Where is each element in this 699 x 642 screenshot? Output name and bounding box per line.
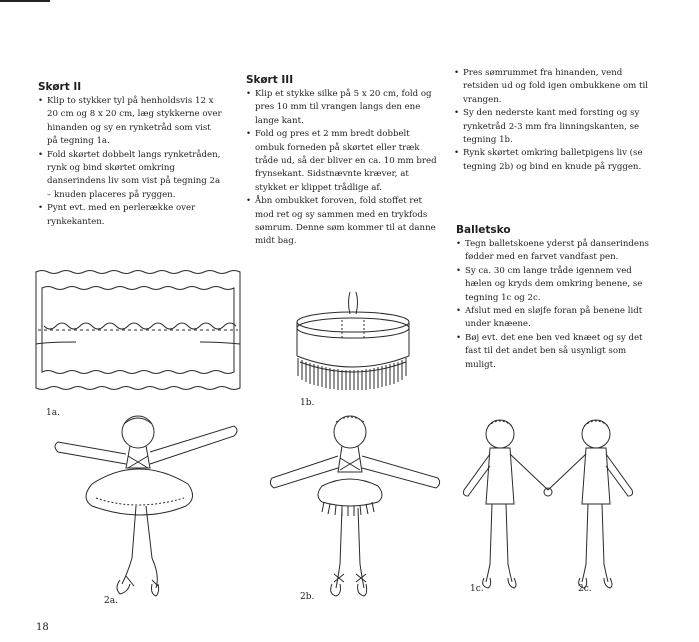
instruction-item: • Tegn balletskoene yderst på danserindens fødder med en farvet vandfast pen. xyxy=(456,238,652,265)
instruction-item: • Fold skørtet dobbelt langs rynketråden, rynk og bind skørtet omkring danserindens liv som vist på tegning 2a – knuden placeres på ryggen. xyxy=(38,149,224,203)
figure-2b-ballerina-silk xyxy=(268,408,448,600)
instruction-item: • Klip et stykke silke på 5 x 20 cm, fold og pres 10 mm til vrangen langs den ene lange kant. xyxy=(246,88,440,128)
figure-1b-fringed-skirt xyxy=(290,292,420,396)
figure-label: 2c. xyxy=(578,584,592,594)
figure-label: 2a. xyxy=(104,596,118,606)
section-heading: Skørt II xyxy=(38,81,82,93)
section-heading: Skørt III xyxy=(246,74,294,86)
instruction-item: • Afslut med en sløjfe foran på benene lidt under knæene. xyxy=(456,305,652,332)
figure-label: 2b. xyxy=(300,592,315,602)
instruction-item: • Pres sømrummet fra hinanden, vend retsiden ud og fold igen ombukkene om til vrangen. xyxy=(454,67,652,107)
section-skort-2 xyxy=(38,80,224,229)
instruction-item: • Rynk skørtet omkring balletpigens liv (se tegning 2b) og bind en knude på ryggen. xyxy=(454,147,652,174)
instruction-item: • Fold og pres et 2 mm bredt dobbelt ombuk forneden på skørtet eller træk tråde ud, så der bliver en ca. 10 mm bred frynsekant. Sidstnævnte kræver, at stykket er klippet trådlige af. xyxy=(246,128,440,195)
instruction-item: • Bøj evt. det ene ben ved knæet og sy det fast til det andet ben så usynligt som muligt. xyxy=(456,332,652,372)
section-skort-3 xyxy=(246,73,440,249)
instruction-item: • Sy ca. 30 cm lange tråde igennem ved hælen og kryds dem omkring benene, se tegning 1c og 2c. xyxy=(456,265,652,305)
figure-label: 1c. xyxy=(470,584,484,594)
section-skort-3-continued xyxy=(454,67,652,174)
section-balletsko xyxy=(456,223,652,372)
instruction-item: • Sy den nederste kant med forsting og sy rynketråd 2-3 mm fra linningskanten, se tegning 1b. xyxy=(454,107,652,147)
page-number: 18 xyxy=(36,622,49,633)
top-rule xyxy=(0,0,50,2)
section-heading: Balletsko xyxy=(456,224,511,236)
figure-1a-tulle-layers xyxy=(34,268,242,408)
instruction-item: • Klip to stykker tyl på henholdsvis 12 x 20 cm og 8 x 20 cm, læg stykkerne over hinanden og sy en rynketråd som vist på tegning 1a. xyxy=(38,95,224,149)
figure-label: 1a. xyxy=(46,408,60,418)
instruction-item: • Pynt evt. med en perlerække over rynkekanten. xyxy=(38,202,224,229)
figure-2a-ballerina-tulle xyxy=(52,408,252,606)
figure-1c-2c-dolls-holding-hands xyxy=(448,414,648,590)
figure-label: 1b. xyxy=(300,398,315,408)
instruction-item: • Åbn ombukket foroven, fold stoffet ret mod ret og sy sammen med en trykfods sømrum. Denne søm kommer til at danne midt bag. xyxy=(246,195,440,249)
